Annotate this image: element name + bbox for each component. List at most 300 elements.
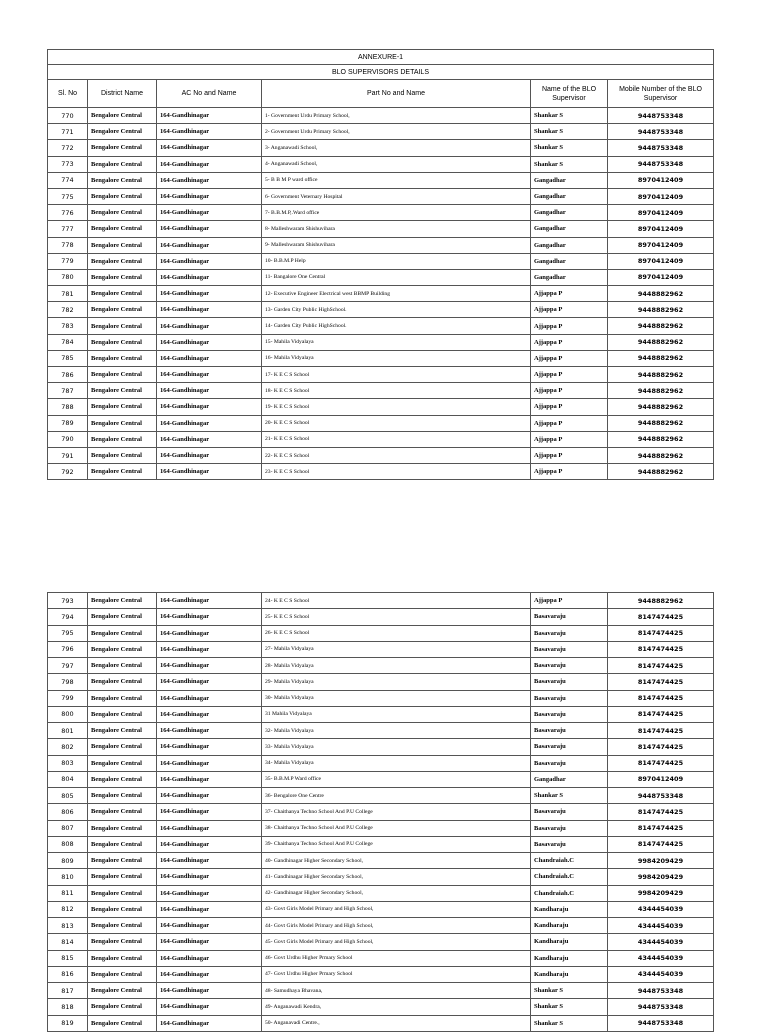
sl-no-cell: 783 [48, 318, 88, 334]
district-cell: Bengalore Central [88, 447, 157, 463]
mobile-cell: 4344454039 [608, 918, 714, 934]
table-row [48, 205, 714, 221]
ac-cell: 164-Gandhinagar [157, 383, 262, 399]
table-row [48, 658, 714, 674]
ac-cell: 164-Gandhinagar [157, 237, 262, 253]
ac-cell: 164-Gandhinagar [157, 658, 262, 674]
part-cell: 41- Gandhinagar Higher Secondary School, [262, 869, 531, 885]
table-row [48, 156, 714, 172]
mobile-cell: 8147474425 [608, 625, 714, 641]
supervisor-cell: Kandharaju [531, 966, 608, 982]
table-row [48, 367, 714, 383]
part-cell: 7- B.B.M.P,.Ward office [262, 205, 531, 221]
table-row [48, 755, 714, 771]
mobile-cell: 4344454039 [608, 934, 714, 950]
mobile-cell: 8147474425 [608, 658, 714, 674]
table-row [48, 674, 714, 690]
mobile-cell: 9448882962 [608, 318, 714, 334]
district-cell: Bengalore Central [88, 431, 157, 447]
table-row [48, 399, 714, 415]
district-cell: Bengalore Central [88, 172, 157, 188]
part-cell: 5- B B M P ward office [262, 172, 531, 188]
part-cell: 44- Govt Girls Model Primary and High School, [262, 918, 531, 934]
mobile-cell: 8147474425 [608, 836, 714, 852]
mobile-cell: 8970412409 [608, 253, 714, 269]
district-cell: Bengalore Central [88, 269, 157, 285]
ac-cell: 164-Gandhinagar [157, 367, 262, 383]
sl-no-cell: 800 [48, 706, 88, 722]
table-row [48, 869, 714, 885]
supervisor-cell: Ajjappa P [531, 302, 608, 318]
col-header-sl-no: Sl. No [48, 80, 88, 108]
mobile-cell: 9984209429 [608, 853, 714, 869]
part-cell: 37- Chaithanya Techno School And P.U College [262, 804, 531, 820]
ac-cell: 164-Gandhinagar [157, 999, 262, 1015]
mobile-cell: 9448882962 [608, 334, 714, 350]
mobile-cell: 8147474425 [608, 804, 714, 820]
mobile-cell: 8970412409 [608, 205, 714, 221]
sl-no-cell: 807 [48, 820, 88, 836]
ac-cell: 164-Gandhinagar [157, 918, 262, 934]
supervisor-cell: Basavaraju [531, 820, 608, 836]
supervisor-cell: Gangadhar [531, 771, 608, 787]
sl-no-cell: 784 [48, 334, 88, 350]
supervisor-cell: Chandraiah.C [531, 853, 608, 869]
ac-cell: 164-Gandhinagar [157, 269, 262, 285]
supervisor-cell: Basavaraju [531, 723, 608, 739]
part-cell: 12- Executive Engineer Electrical west BBMP Building [262, 286, 531, 302]
mobile-cell: 9448882962 [608, 415, 714, 431]
ac-cell: 164-Gandhinagar [157, 836, 262, 852]
supervisor-cell: Basavaraju [531, 658, 608, 674]
district-cell: Bengalore Central [88, 641, 157, 657]
col-header-part: Part No and Name [262, 80, 531, 108]
district-cell: Bengalore Central [88, 723, 157, 739]
district-cell: Bengalore Central [88, 415, 157, 431]
col-header-supervisor: Name of the BLO Supervisor [531, 80, 608, 108]
sl-no-cell: 787 [48, 383, 88, 399]
sl-no-cell: 776 [48, 205, 88, 221]
supervisor-cell: Ajjappa P [531, 447, 608, 463]
part-cell: 3- Anganawadi School, [262, 140, 531, 156]
part-cell: 45- Govt Girls Model Primary and High School, [262, 934, 531, 950]
mobile-cell: 9448753348 [608, 999, 714, 1015]
table-row [48, 140, 714, 156]
sl-no-cell: 817 [48, 983, 88, 999]
supervisor-cell: Basavaraju [531, 674, 608, 690]
district-cell: Bengalore Central [88, 706, 157, 722]
blo-table-2 [47, 592, 714, 1032]
sl-no-cell: 809 [48, 853, 88, 869]
mobile-cell: 9448882962 [608, 399, 714, 415]
supervisor-cell: Gangadhar [531, 172, 608, 188]
table-row [48, 885, 714, 901]
part-cell: 42- Gandhinagar Higher Secondary School, [262, 885, 531, 901]
mobile-cell: 8970412409 [608, 221, 714, 237]
district-cell: Bengalore Central [88, 205, 157, 221]
mobile-cell: 9448882962 [608, 383, 714, 399]
supervisor-cell: Ajjappa P [531, 286, 608, 302]
mobile-cell: 8147474425 [608, 820, 714, 836]
part-cell: 38- Chaithanya Techno School And P.U College [262, 820, 531, 836]
table-row [48, 739, 714, 755]
part-cell: 21- K E C S School [262, 431, 531, 447]
supervisor-cell: Basavaraju [531, 625, 608, 641]
table-row [48, 124, 714, 140]
table-row [48, 788, 714, 804]
ac-cell: 164-Gandhinagar [157, 188, 262, 204]
supervisor-cell: Gangadhar [531, 221, 608, 237]
mobile-cell: 8147474425 [608, 641, 714, 657]
ac-cell: 164-Gandhinagar [157, 108, 262, 124]
ac-cell: 164-Gandhinagar [157, 788, 262, 804]
table-row [48, 706, 714, 722]
supervisor-cell: Kandharaju [531, 950, 608, 966]
mobile-cell: 9448882962 [608, 350, 714, 366]
sl-no-cell: 816 [48, 966, 88, 982]
sl-no-cell: 808 [48, 836, 88, 852]
supervisor-cell: Ajjappa P [531, 593, 608, 609]
supervisor-cell: Kandharaju [531, 934, 608, 950]
district-cell: Bengalore Central [88, 820, 157, 836]
district-cell: Bengalore Central [88, 934, 157, 950]
sl-no-cell: 812 [48, 901, 88, 917]
table-2-body [48, 593, 714, 1032]
district-cell: Bengalore Central [88, 901, 157, 917]
ac-cell: 164-Gandhinagar [157, 885, 262, 901]
table-row [48, 221, 714, 237]
sl-no-cell: 798 [48, 674, 88, 690]
part-cell: 15- Mahila Vidyalaya [262, 334, 531, 350]
supervisor-cell: Ajjappa P [531, 334, 608, 350]
sl-no-cell: 819 [48, 1015, 88, 1031]
table-row [48, 820, 714, 836]
mobile-cell: 8970412409 [608, 172, 714, 188]
sl-no-cell: 802 [48, 739, 88, 755]
mobile-cell: 9984209429 [608, 869, 714, 885]
supervisor-cell: Basavaraju [531, 836, 608, 852]
table-row [48, 286, 714, 302]
sl-no-cell: 780 [48, 269, 88, 285]
supervisor-cell: Shankar S [531, 108, 608, 124]
mobile-cell: 8147474425 [608, 755, 714, 771]
ac-cell: 164-Gandhinagar [157, 934, 262, 950]
part-cell: 40- Gandhinagar Higher Secondary School, [262, 853, 531, 869]
sl-no-cell: 815 [48, 950, 88, 966]
supervisor-cell: Basavaraju [531, 690, 608, 706]
sl-no-cell: 771 [48, 124, 88, 140]
district-cell: Bengalore Central [88, 625, 157, 641]
sl-no-cell: 794 [48, 609, 88, 625]
sl-no-cell: 795 [48, 625, 88, 641]
mobile-cell: 8147474425 [608, 674, 714, 690]
sl-no-cell: 781 [48, 286, 88, 302]
sl-no-cell: 810 [48, 869, 88, 885]
supervisor-cell: Shankar S [531, 999, 608, 1015]
supervisor-cell: Shankar S [531, 1015, 608, 1031]
mobile-cell: 9448882962 [608, 302, 714, 318]
part-cell: 22- K E C S School [262, 447, 531, 463]
part-cell: 49- Anganawadi Kendra, [262, 999, 531, 1015]
district-cell: Bengalore Central [88, 999, 157, 1015]
district-cell: Bengalore Central [88, 383, 157, 399]
table-row [48, 804, 714, 820]
ac-cell: 164-Gandhinagar [157, 286, 262, 302]
sl-no-cell: 796 [48, 641, 88, 657]
mobile-cell: 9448753348 [608, 140, 714, 156]
part-cell: 33- Mahila Vidyalaya [262, 739, 531, 755]
table-row [48, 625, 714, 641]
mobile-cell: 9448882962 [608, 431, 714, 447]
part-cell: 9- Malleshwaram Shishuvihara [262, 237, 531, 253]
district-cell: Bengalore Central [88, 156, 157, 172]
district-cell: Bengalore Central [88, 253, 157, 269]
sl-no-cell: 803 [48, 755, 88, 771]
mobile-cell: 8970412409 [608, 237, 714, 253]
ac-cell: 164-Gandhinagar [157, 755, 262, 771]
district-cell: Bengalore Central [88, 350, 157, 366]
mobile-cell: 9448753348 [608, 983, 714, 999]
table-row [48, 302, 714, 318]
supervisor-cell: Gangadhar [531, 253, 608, 269]
sl-no-cell: 789 [48, 415, 88, 431]
table-row [48, 172, 714, 188]
table-1-body [48, 108, 714, 480]
supervisor-cell: Shankar S [531, 156, 608, 172]
table-row [48, 464, 714, 480]
mobile-cell: 8970412409 [608, 269, 714, 285]
part-cell: 1- Government Urdu Primary School, [262, 108, 531, 124]
supervisor-cell: Gangadhar [531, 205, 608, 221]
part-cell: 20- K E C S School [262, 415, 531, 431]
ac-cell: 164-Gandhinagar [157, 447, 262, 463]
mobile-cell: 9448753348 [608, 788, 714, 804]
district-cell: Bengalore Central [88, 302, 157, 318]
table-row [48, 318, 714, 334]
ac-cell: 164-Gandhinagar [157, 966, 262, 982]
supervisor-cell: Ajjappa P [531, 431, 608, 447]
district-cell: Bengalore Central [88, 108, 157, 124]
sl-no-cell: 790 [48, 431, 88, 447]
supervisor-cell: Gangadhar [531, 188, 608, 204]
table-row [48, 918, 714, 934]
table-row [48, 934, 714, 950]
sl-no-cell: 791 [48, 447, 88, 463]
district-cell: Bengalore Central [88, 869, 157, 885]
mobile-cell: 8147474425 [608, 723, 714, 739]
district-cell: Bengalore Central [88, 853, 157, 869]
mobile-cell: 9448882962 [608, 286, 714, 302]
ac-cell: 164-Gandhinagar [157, 901, 262, 917]
supervisor-cell: Shankar S [531, 124, 608, 140]
ac-cell: 164-Gandhinagar [157, 318, 262, 334]
ac-cell: 164-Gandhinagar [157, 706, 262, 722]
supervisor-cell: Gangadhar [531, 237, 608, 253]
district-cell: Bengalore Central [88, 221, 157, 237]
part-cell: 28- Mahila Vidyalaya [262, 658, 531, 674]
sl-no-cell: 782 [48, 302, 88, 318]
mobile-cell: 8970412409 [608, 771, 714, 787]
mobile-cell: 4344454039 [608, 901, 714, 917]
ac-cell: 164-Gandhinagar [157, 820, 262, 836]
table-subtitle: BLO SUPERVISORS DETAILS [48, 65, 714, 80]
ac-cell: 164-Gandhinagar [157, 334, 262, 350]
district-cell: Bengalore Central [88, 739, 157, 755]
mobile-cell: 8147474425 [608, 739, 714, 755]
part-cell: 36- Bengalore One Centre [262, 788, 531, 804]
ac-cell: 164-Gandhinagar [157, 950, 262, 966]
sl-no-cell: 806 [48, 804, 88, 820]
sl-no-cell: 814 [48, 934, 88, 950]
part-cell: 48- Samudhaya Bhavana, [262, 983, 531, 999]
supervisor-cell: Shankar S [531, 140, 608, 156]
district-cell: Bengalore Central [88, 318, 157, 334]
ac-cell: 164-Gandhinagar [157, 609, 262, 625]
mobile-cell: 9448753348 [608, 156, 714, 172]
ac-cell: 164-Gandhinagar [157, 253, 262, 269]
supervisor-cell: Gangadhar [531, 269, 608, 285]
district-cell: Bengalore Central [88, 983, 157, 999]
mobile-cell: 8147474425 [608, 706, 714, 722]
district-cell: Bengalore Central [88, 771, 157, 787]
district-cell: Bengalore Central [88, 788, 157, 804]
district-cell: Bengalore Central [88, 674, 157, 690]
sl-no-cell: 785 [48, 350, 88, 366]
mobile-cell: 9448882962 [608, 593, 714, 609]
mobile-cell: 9984209429 [608, 885, 714, 901]
table-row [48, 350, 714, 366]
sl-no-cell: 818 [48, 999, 88, 1015]
district-cell: Bengalore Central [88, 593, 157, 609]
district-cell: Bengalore Central [88, 609, 157, 625]
mobile-cell: 4344454039 [608, 950, 714, 966]
mobile-cell: 9448882962 [608, 367, 714, 383]
part-cell: 29- Mahila Vidyalaya [262, 674, 531, 690]
part-cell: 50- Anganavadi Centre., [262, 1015, 531, 1031]
sl-no-cell: 811 [48, 885, 88, 901]
sl-no-cell: 804 [48, 771, 88, 787]
ac-cell: 164-Gandhinagar [157, 221, 262, 237]
mobile-cell: 9448753348 [608, 1015, 714, 1031]
district-cell: Bengalore Central [88, 836, 157, 852]
district-cell: Bengalore Central [88, 124, 157, 140]
sl-no-cell: 792 [48, 464, 88, 480]
part-cell: 10- B.B.M.P Help [262, 253, 531, 269]
supervisor-cell: Basavaraju [531, 609, 608, 625]
district-cell: Bengalore Central [88, 690, 157, 706]
district-cell: Bengalore Central [88, 885, 157, 901]
mobile-cell: 8970412409 [608, 188, 714, 204]
ac-cell: 164-Gandhinagar [157, 156, 262, 172]
district-cell: Bengalore Central [88, 804, 157, 820]
ac-cell: 164-Gandhinagar [157, 464, 262, 480]
supervisor-cell: Basavaraju [531, 706, 608, 722]
sl-no-cell: 813 [48, 918, 88, 934]
sl-no-cell: 774 [48, 172, 88, 188]
annexure-title: ANNEXURE-1 [48, 50, 714, 65]
part-cell: 30- Mahila Vidyalaya [262, 690, 531, 706]
table-row [48, 771, 714, 787]
sl-no-cell: 778 [48, 237, 88, 253]
supervisor-cell: Ajjappa P [531, 464, 608, 480]
district-cell: Bengalore Central [88, 1015, 157, 1031]
table-row [48, 415, 714, 431]
part-cell: 34- Mahila Vidyalaya [262, 755, 531, 771]
district-cell: Bengalore Central [88, 464, 157, 480]
part-cell: 47- Govt Urdhu Higher Prmary School [262, 966, 531, 982]
table-row [48, 269, 714, 285]
ac-cell: 164-Gandhinagar [157, 690, 262, 706]
ac-cell: 164-Gandhinagar [157, 739, 262, 755]
mobile-cell: 8147474425 [608, 609, 714, 625]
sl-no-cell: 788 [48, 399, 88, 415]
part-cell: 24- K E C S School [262, 593, 531, 609]
table-row [48, 431, 714, 447]
sl-no-cell: 773 [48, 156, 88, 172]
sl-no-cell: 772 [48, 140, 88, 156]
ac-cell: 164-Gandhinagar [157, 350, 262, 366]
ac-cell: 164-Gandhinagar [157, 415, 262, 431]
supervisor-cell: Shankar S [531, 983, 608, 999]
mobile-cell: 9448882962 [608, 464, 714, 480]
supervisor-cell: Shankar S [531, 788, 608, 804]
mobile-cell: 9448753348 [608, 108, 714, 124]
district-cell: Bengalore Central [88, 918, 157, 934]
ac-cell: 164-Gandhinagar [157, 869, 262, 885]
ac-cell: 164-Gandhinagar [157, 771, 262, 787]
district-cell: Bengalore Central [88, 140, 157, 156]
ac-cell: 164-Gandhinagar [157, 124, 262, 140]
table-row [48, 334, 714, 350]
supervisor-cell: Ajjappa P [531, 318, 608, 334]
ac-cell: 164-Gandhinagar [157, 983, 262, 999]
table-row [48, 383, 714, 399]
supervisor-cell: Chandraiah.C [531, 869, 608, 885]
district-cell: Bengalore Central [88, 755, 157, 771]
mobile-cell: 9448753348 [608, 124, 714, 140]
part-cell: 4- Anganawadi School, [262, 156, 531, 172]
district-cell: Bengalore Central [88, 950, 157, 966]
sl-no-cell: 777 [48, 221, 88, 237]
table-row [48, 593, 714, 609]
supervisor-cell: Basavaraju [531, 641, 608, 657]
table-row [48, 950, 714, 966]
part-cell: 16- Mahila Vidyalaya [262, 350, 531, 366]
table-row [48, 983, 714, 999]
sl-no-cell: 799 [48, 690, 88, 706]
part-cell: 17- K E C S School [262, 367, 531, 383]
part-cell: 8- Malleshwaram Shishuvihara [262, 221, 531, 237]
table-row [48, 1015, 714, 1031]
part-cell: 23- K E C S School [262, 464, 531, 480]
table-row [48, 447, 714, 463]
ac-cell: 164-Gandhinagar [157, 302, 262, 318]
part-cell: 26- K E C S School [262, 625, 531, 641]
ac-cell: 164-Gandhinagar [157, 804, 262, 820]
ac-cell: 164-Gandhinagar [157, 399, 262, 415]
ac-cell: 164-Gandhinagar [157, 431, 262, 447]
part-cell: 13- Garden City Public HighSchool. [262, 302, 531, 318]
mobile-cell: 4344454039 [608, 966, 714, 982]
district-cell: Bengalore Central [88, 188, 157, 204]
ac-cell: 164-Gandhinagar [157, 1015, 262, 1031]
ac-cell: 164-Gandhinagar [157, 853, 262, 869]
ac-cell: 164-Gandhinagar [157, 205, 262, 221]
table-row [48, 237, 714, 253]
part-cell: 2- Government Urdu Primary School, [262, 124, 531, 140]
ac-cell: 164-Gandhinagar [157, 625, 262, 641]
mobile-cell: 8147474425 [608, 690, 714, 706]
